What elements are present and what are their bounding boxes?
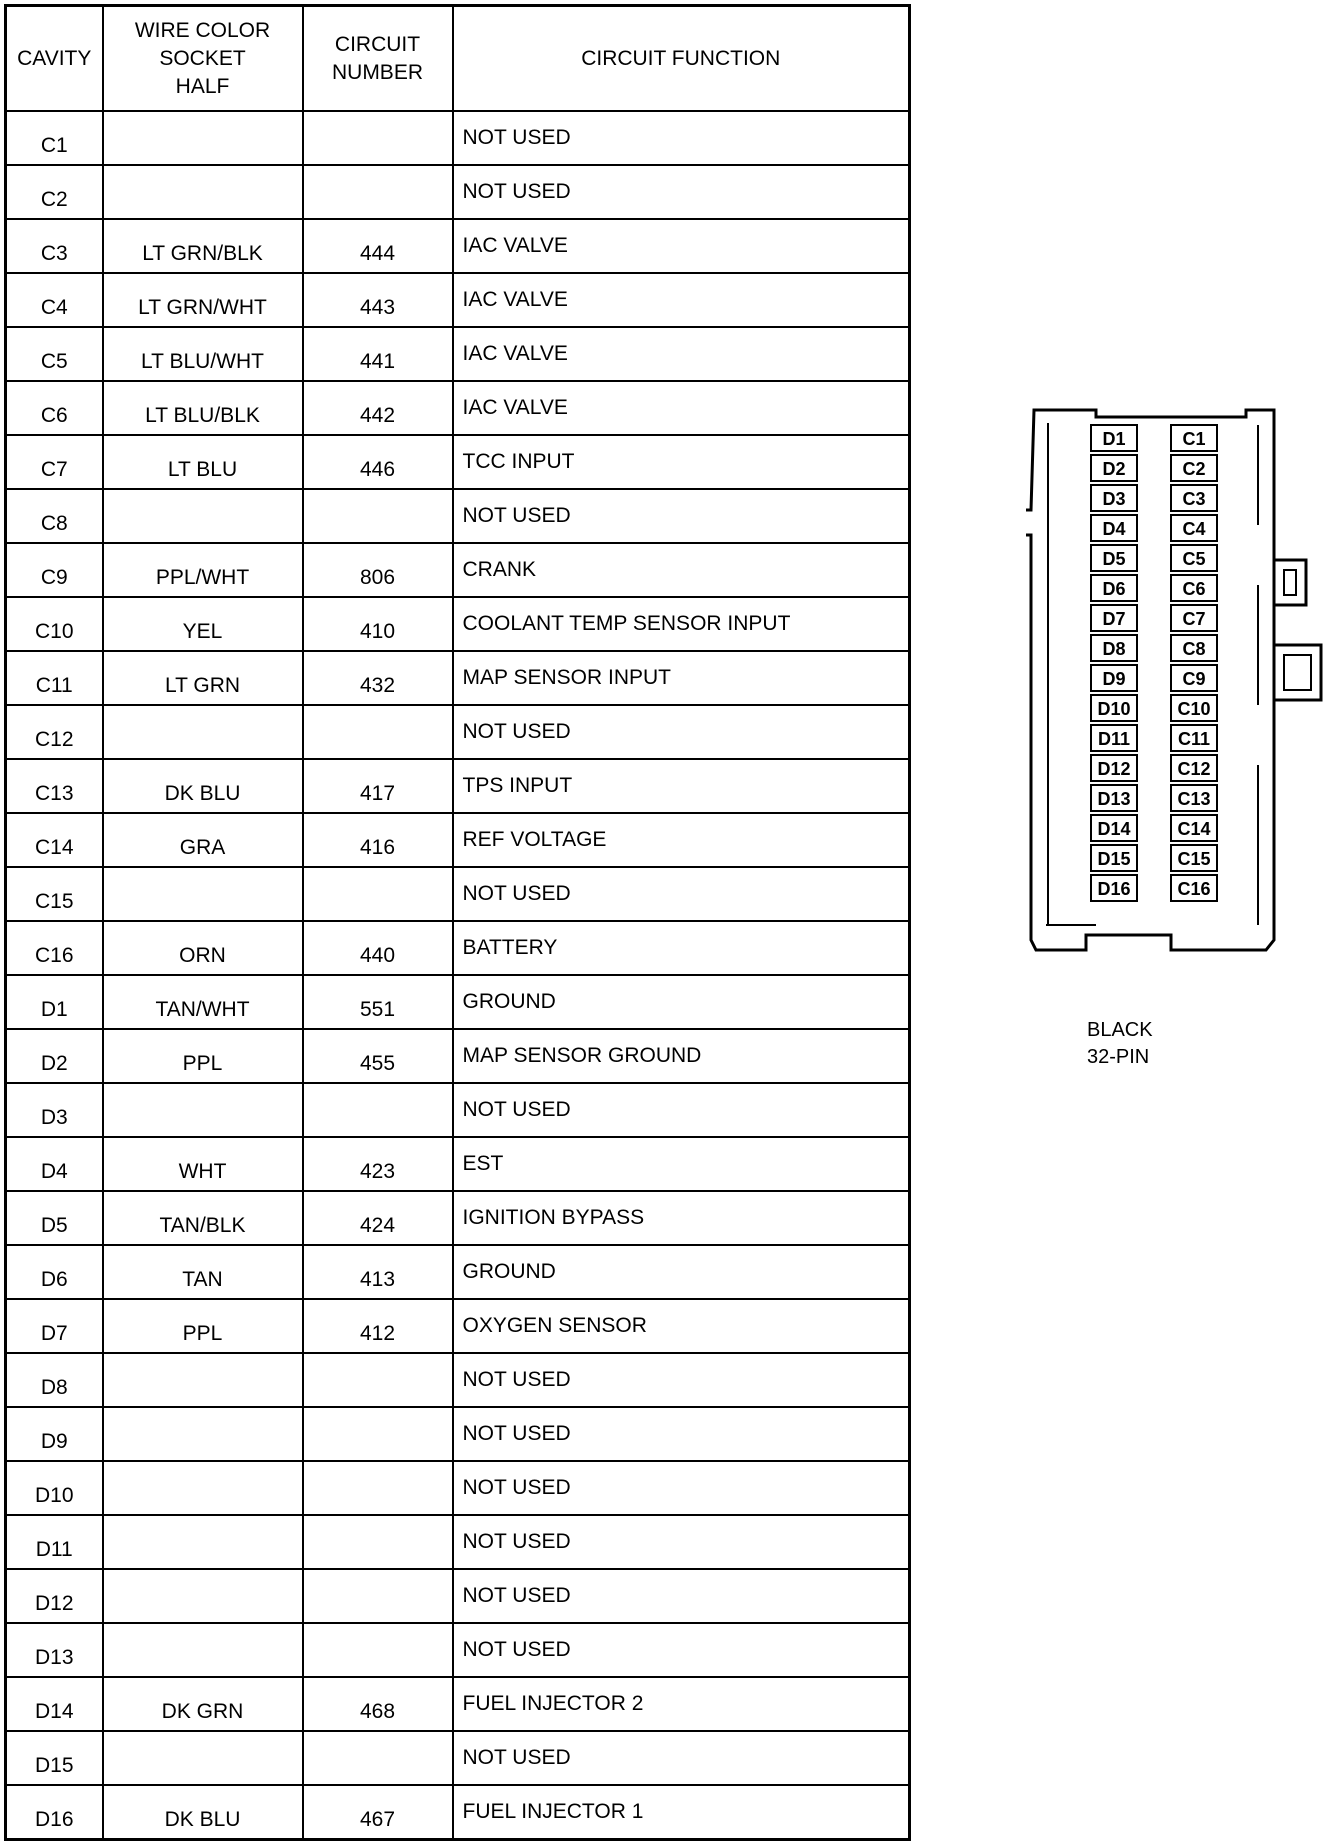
d-pin-label: D10 — [1097, 699, 1131, 719]
cell-circuit-number — [303, 1353, 453, 1407]
cell-circuit-number: 441 — [303, 327, 453, 381]
cell-wire-color — [103, 705, 303, 759]
cell-wire-color — [103, 867, 303, 921]
cell-circuit-number: 417 — [303, 759, 453, 813]
table-row — [6, 1731, 910, 1785]
d-pin-label: D13 — [1097, 789, 1131, 809]
cell-wire-color: ORN — [103, 921, 303, 975]
d-pin-label: D2 — [1102, 459, 1126, 479]
c-pin-label: C3 — [1182, 489, 1206, 509]
cell-circuit-function: IAC VALVE — [453, 327, 910, 381]
table-row — [6, 1191, 910, 1245]
header-wire-color: WIRE COLOR SOCKET HALF — [103, 6, 303, 112]
table-row — [6, 1677, 910, 1731]
cell-cavity: D12 — [6, 1569, 103, 1623]
connector-diagram — [1026, 405, 1326, 955]
table-row — [6, 273, 910, 327]
table-row — [6, 1083, 910, 1137]
cell-wire-color — [103, 1083, 303, 1137]
cell-circuit-function: NOT USED — [453, 867, 910, 921]
cell-wire-color — [103, 111, 303, 165]
cell-circuit-function: NOT USED — [453, 1461, 910, 1515]
cell-wire-color: DK GRN — [103, 1677, 303, 1731]
cell-cavity: C14 — [6, 813, 103, 867]
connector-pin-count-label: 32-PIN — [1087, 1046, 1150, 1068]
cell-circuit-number: 442 — [303, 381, 453, 435]
cell-circuit-function: NOT USED — [453, 1569, 910, 1623]
c-pin-label: C2 — [1182, 459, 1206, 479]
cell-circuit-number: 410 — [303, 597, 453, 651]
cell-circuit-function: GROUND — [453, 975, 910, 1029]
table-row — [6, 219, 910, 273]
cell-circuit-number — [303, 1569, 453, 1623]
cell-cavity: D8 — [6, 1353, 103, 1407]
cell-circuit-number — [303, 1407, 453, 1461]
table-row — [6, 1245, 910, 1299]
cell-cavity: C9 — [6, 543, 103, 597]
cell-cavity: D14 — [6, 1677, 103, 1731]
cell-circuit-function: TCC INPUT — [453, 435, 910, 489]
pinout-table — [4, 4, 911, 1841]
c-pin-label: C9 — [1182, 669, 1206, 689]
cell-wire-color — [103, 1353, 303, 1407]
cell-cavity: D1 — [6, 975, 103, 1029]
c-pin-label: C8 — [1182, 639, 1206, 659]
d-pin-column — [1091, 425, 1137, 901]
cell-cavity: D3 — [6, 1083, 103, 1137]
cell-circuit-function: GROUND — [453, 1245, 910, 1299]
cell-circuit-number — [303, 489, 453, 543]
cell-cavity: D9 — [6, 1407, 103, 1461]
table-row — [6, 435, 910, 489]
cell-wire-color — [103, 1731, 303, 1785]
d-pin-label: D5 — [1102, 549, 1126, 569]
connector-label — [1087, 1017, 1153, 1071]
header-circuit-number: CIRCUIT NUMBER — [303, 6, 453, 112]
cell-wire-color: LT BLU — [103, 435, 303, 489]
d-pin-label: D8 — [1102, 639, 1126, 659]
table-row — [6, 1569, 910, 1623]
cell-circuit-function: OXYGEN SENSOR — [453, 1299, 910, 1353]
cell-circuit-function: NOT USED — [453, 1083, 910, 1137]
cell-circuit-function: IAC VALVE — [453, 381, 910, 435]
cell-circuit-function: IAC VALVE — [453, 219, 910, 273]
c-pin-column — [1171, 425, 1217, 901]
cell-circuit-function: NOT USED — [453, 489, 910, 543]
cell-cavity: C4 — [6, 273, 103, 327]
connector-housing — [1026, 410, 1274, 950]
cell-cavity: D16 — [6, 1785, 103, 1840]
cell-circuit-function: REF VOLTAGE — [453, 813, 910, 867]
d-pin-label: D11 — [1097, 729, 1131, 749]
table-row — [6, 921, 910, 975]
c-pin-label: C11 — [1177, 729, 1211, 749]
table-row — [6, 975, 910, 1029]
c-pin-label: C6 — [1182, 579, 1206, 599]
c-pin-label: C14 — [1177, 819, 1211, 839]
cell-cavity: D2 — [6, 1029, 103, 1083]
cell-wire-color: LT GRN/BLK — [103, 219, 303, 273]
cell-circuit-function: FUEL INJECTOR 2 — [453, 1677, 910, 1731]
cell-wire-color: TAN/WHT — [103, 975, 303, 1029]
table-row — [6, 1407, 910, 1461]
cell-circuit-number: 424 — [303, 1191, 453, 1245]
cell-wire-color — [103, 1515, 303, 1569]
cell-wire-color: TAN/BLK — [103, 1191, 303, 1245]
c-pin-label: C10 — [1177, 699, 1211, 719]
cell-circuit-function: EST — [453, 1137, 910, 1191]
cell-cavity: C16 — [6, 921, 103, 975]
cell-cavity: C10 — [6, 597, 103, 651]
c-pin-label: C1 — [1182, 429, 1206, 449]
table-row — [6, 759, 910, 813]
d-pin-label: D16 — [1097, 879, 1131, 899]
d-pin-label: D15 — [1097, 849, 1131, 869]
cell-wire-color: DK BLU — [103, 1785, 303, 1840]
cell-circuit-function: IAC VALVE — [453, 273, 910, 327]
cell-wire-color: PPL — [103, 1299, 303, 1353]
cell-wire-color: LT BLU/WHT — [103, 327, 303, 381]
cell-cavity: C11 — [6, 651, 103, 705]
cell-cavity: C3 — [6, 219, 103, 273]
table-row — [6, 651, 910, 705]
table-header-row — [6, 6, 910, 112]
table-row — [6, 543, 910, 597]
cell-circuit-function: NOT USED — [453, 165, 910, 219]
cell-cavity: C1 — [6, 111, 103, 165]
table-row — [6, 111, 910, 165]
cell-circuit-number: 806 — [303, 543, 453, 597]
cell-circuit-function: CRANK — [453, 543, 910, 597]
cell-circuit-function: NOT USED — [453, 705, 910, 759]
cell-cavity: D6 — [6, 1245, 103, 1299]
cell-wire-color: TAN — [103, 1245, 303, 1299]
cell-circuit-function: NOT USED — [453, 111, 910, 165]
table-row — [6, 1353, 910, 1407]
c-pin-label: C12 — [1177, 759, 1211, 779]
cell-cavity: C8 — [6, 489, 103, 543]
cell-circuit-number — [303, 1461, 453, 1515]
table-row — [6, 1785, 910, 1840]
table-row — [6, 1137, 910, 1191]
cell-circuit-function: TPS INPUT — [453, 759, 910, 813]
c-pin-label: C4 — [1182, 519, 1206, 539]
cell-cavity: D11 — [6, 1515, 103, 1569]
cell-wire-color — [103, 1569, 303, 1623]
cell-circuit-function: NOT USED — [453, 1353, 910, 1407]
cell-circuit-number: 446 — [303, 435, 453, 489]
cell-wire-color: LT GRN/WHT — [103, 273, 303, 327]
d-pin-label: D7 — [1102, 609, 1126, 629]
table-row — [6, 1461, 910, 1515]
c-pin-label: C16 — [1177, 879, 1211, 899]
cell-circuit-number — [303, 1623, 453, 1677]
cell-cavity: C5 — [6, 327, 103, 381]
cell-wire-color: YEL — [103, 597, 303, 651]
cell-cavity: C12 — [6, 705, 103, 759]
cell-wire-color: LT BLU/BLK — [103, 381, 303, 435]
cell-circuit-number: 423 — [303, 1137, 453, 1191]
cell-circuit-function: NOT USED — [453, 1407, 910, 1461]
cell-circuit-number — [303, 111, 453, 165]
cell-circuit-function: FUEL INJECTOR 1 — [453, 1785, 910, 1840]
cell-circuit-number — [303, 867, 453, 921]
cell-circuit-number: 551 — [303, 975, 453, 1029]
cell-wire-color: LT GRN — [103, 651, 303, 705]
cell-circuit-function: NOT USED — [453, 1515, 910, 1569]
cell-cavity: D15 — [6, 1731, 103, 1785]
cell-cavity: C7 — [6, 435, 103, 489]
cell-circuit-number: 444 — [303, 219, 453, 273]
cell-cavity: C6 — [6, 381, 103, 435]
cell-circuit-number: 440 — [303, 921, 453, 975]
cell-cavity: D13 — [6, 1623, 103, 1677]
header-circuit-function: CIRCUIT FUNCTION — [453, 6, 910, 112]
table-row — [6, 1515, 910, 1569]
cell-wire-color: PPL — [103, 1029, 303, 1083]
table-row — [6, 813, 910, 867]
d-pin-label: D3 — [1102, 489, 1126, 509]
cell-wire-color — [103, 1623, 303, 1677]
table-row — [6, 1623, 910, 1677]
c-pin-label: C7 — [1182, 609, 1206, 629]
cell-wire-color: GRA — [103, 813, 303, 867]
cell-wire-color — [103, 165, 303, 219]
d-pin-label: D9 — [1102, 669, 1126, 689]
table-row — [6, 705, 910, 759]
cell-wire-color: DK BLU — [103, 759, 303, 813]
cell-circuit-number: 467 — [303, 1785, 453, 1840]
cell-wire-color: WHT — [103, 1137, 303, 1191]
cell-circuit-function: BATTERY — [453, 921, 910, 975]
c-pin-label: C5 — [1182, 549, 1206, 569]
cell-circuit-function: NOT USED — [453, 1731, 910, 1785]
cell-circuit-number: 412 — [303, 1299, 453, 1353]
cell-cavity: D10 — [6, 1461, 103, 1515]
cell-circuit-number — [303, 705, 453, 759]
cell-cavity: D5 — [6, 1191, 103, 1245]
table-row — [6, 381, 910, 435]
table-row — [6, 165, 910, 219]
header-cavity: CAVITY — [6, 6, 103, 112]
c-pin-label: C13 — [1177, 789, 1211, 809]
cell-wire-color — [103, 489, 303, 543]
cell-circuit-number — [303, 1731, 453, 1785]
table-row — [6, 1029, 910, 1083]
cell-wire-color — [103, 1407, 303, 1461]
connector-color-label: BLACK — [1087, 1019, 1153, 1041]
cell-circuit-number — [303, 165, 453, 219]
cell-circuit-number: 443 — [303, 273, 453, 327]
cell-circuit-function: MAP SENSOR GROUND — [453, 1029, 910, 1083]
cell-cavity: D4 — [6, 1137, 103, 1191]
cell-circuit-function: NOT USED — [453, 1623, 910, 1677]
table-row — [6, 867, 910, 921]
cell-cavity: C13 — [6, 759, 103, 813]
cell-circuit-function: COOLANT TEMP SENSOR INPUT — [453, 597, 910, 651]
cell-circuit-number: 455 — [303, 1029, 453, 1083]
cell-circuit-number: 468 — [303, 1677, 453, 1731]
c-pin-label: C15 — [1177, 849, 1211, 869]
d-pin-label: D1 — [1102, 429, 1126, 449]
table-body — [6, 111, 910, 1840]
cell-circuit-number: 416 — [303, 813, 453, 867]
d-pin-label: D14 — [1097, 819, 1131, 839]
table-row — [6, 597, 910, 651]
cell-circuit-function: IGNITION BYPASS — [453, 1191, 910, 1245]
d-pin-label: D12 — [1097, 759, 1131, 779]
cell-circuit-number: 432 — [303, 651, 453, 705]
cell-wire-color — [103, 1461, 303, 1515]
table-row — [6, 327, 910, 381]
d-pin-label: D6 — [1102, 579, 1126, 599]
cell-circuit-number: 413 — [303, 1245, 453, 1299]
d-pin-label: D4 — [1102, 519, 1126, 539]
cell-circuit-function: MAP SENSOR INPUT — [453, 651, 910, 705]
cell-circuit-number — [303, 1515, 453, 1569]
cell-cavity: C2 — [6, 165, 103, 219]
cell-cavity: D7 — [6, 1299, 103, 1353]
cell-cavity: C15 — [6, 867, 103, 921]
cell-wire-color: PPL/WHT — [103, 543, 303, 597]
cell-circuit-number — [303, 1083, 453, 1137]
table-row — [6, 1299, 910, 1353]
table-row — [6, 489, 910, 543]
